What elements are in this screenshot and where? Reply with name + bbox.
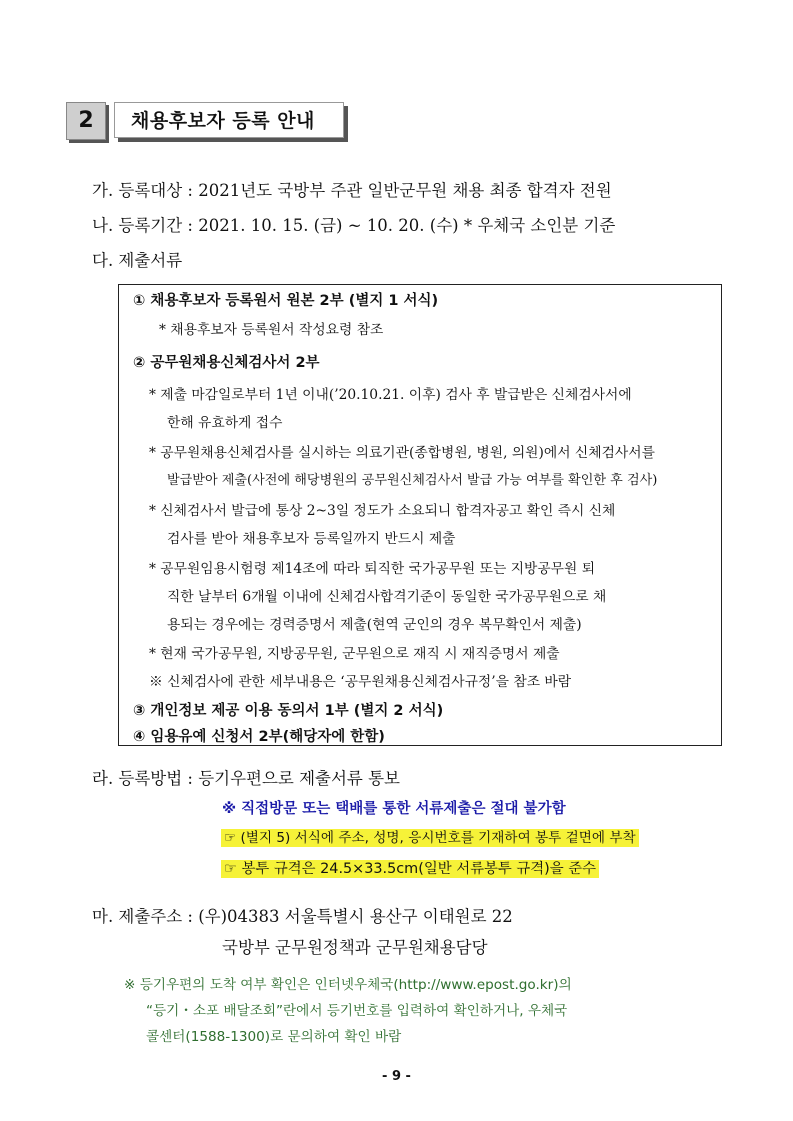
registration-method: 라. 등록방법 : 등기우편으로 제출서류 통보 <box>92 769 400 788</box>
document-note: * 신체검사서 발급에 통상 2~3일 정도가 소요되니 합격자공고 확인 즉시 신체 <box>149 503 616 519</box>
section-number: 2 <box>66 102 106 140</box>
document-note: 용되는 경우에는 경력증명서 제출(현역 군인의 경우 복무확인서 제출) <box>167 617 582 633</box>
highlight-note-1-text: ☞ (별지 5) 서식에 주소, 성명, 응시번호를 기재하여 봉투 겉면에 부착 <box>221 829 639 847</box>
document-note: * 공무원임용시험령 제14조에 따라 퇴직한 국가공무원 또는 지방공무원 퇴 <box>149 561 596 577</box>
document-note: * 현재 국가공무원, 지방공무원, 군무원으로 재직 시 재직증명서 제출 <box>149 646 560 662</box>
registration-period: 나. 등록기간 : 2021. 10. 15. (금) ~ 10. 20. (수) * 우체국 소인분 기준 <box>92 216 616 235</box>
document-note: * 공무원채용신체검사를 실시하는 의료기관(종합병원, 병원, 의원)에서 신체검사서를 <box>149 445 655 461</box>
visit-warning: ※ 직접방문 또는 택배를 통한 서류제출은 절대 불가함 <box>222 801 566 817</box>
document-item-3: ③ 개인정보 제공 이용 동의서 1부 (별지 2 서식) <box>133 703 444 719</box>
required-documents-heading: 다. 제출서류 <box>92 251 183 270</box>
document-note: 검사를 받아 채용후보자 등록일까지 반드시 제출 <box>167 531 456 547</box>
tracking-notice-line: ※ 등기우편의 도착 여부 확인은 인터넷우체국(http://www.epost.go.kr)의 <box>124 977 572 993</box>
document-note: ※ 신체검사에 관한 세부내용은 ‘공무원채용신체검사규정’을 참조 바람 <box>149 674 572 690</box>
document-item-2: ② 공무원채용신체검사서 2부 <box>133 355 320 371</box>
submission-department: 국방부 군무원정책과 군무원채용담당 <box>222 938 488 957</box>
registration-target: 가. 등록대상 : 2021년도 국방부 주관 일반군무원 채용 최종 합격자 전원 <box>92 181 612 200</box>
document-note: * 제출 마감일로부터 1년 이내(’20.10.21. 이후) 검사 후 발급받은 신체검사서에 <box>149 387 632 403</box>
document-note: 한해 유효하게 접수 <box>167 415 283 431</box>
document-note: 직한 날부터 6개월 이내에 신체검사합격기준이 동일한 국가공무원으로 채 <box>167 589 607 605</box>
document-item-4: ④ 임용유예 신청서 2부(해당자에 한함) <box>133 729 385 745</box>
submission-address: 마. 제출주소 : (우)04383 서울특별시 용산구 이태원로 22 <box>92 907 513 926</box>
highlight-note-1 <box>221 826 639 846</box>
tracking-notice-line: 콜센터(1588-1300)로 문의하여 확인 바람 <box>146 1029 402 1045</box>
page-number: - 9 - <box>382 1069 411 1084</box>
required-documents-box <box>118 284 722 746</box>
highlight-note-2 <box>221 857 599 878</box>
highlight-note-2-text: ☞ 봉투 규격은 24.5×33.5cm(일반 서류봉투 규격)을 준수 <box>221 860 599 878</box>
document-note: 발급받아 제출(사전에 해당병원의 공무원신체검사서 발급 가능 여부를 확인한 후 검사) <box>167 473 658 488</box>
section-title: 채용후보자 등록 안내 <box>114 102 344 138</box>
document-item-1: ① 채용후보자 등록원서 원본 2부 (별지 1 서식) <box>133 293 439 309</box>
document-item-1-note: * 채용후보자 등록원서 작성요령 참조 <box>159 322 384 338</box>
tracking-notice-line: “등기・소포 배달조회”란에서 등기번호를 입력하여 확인하거나, 우체국 <box>146 1003 568 1019</box>
